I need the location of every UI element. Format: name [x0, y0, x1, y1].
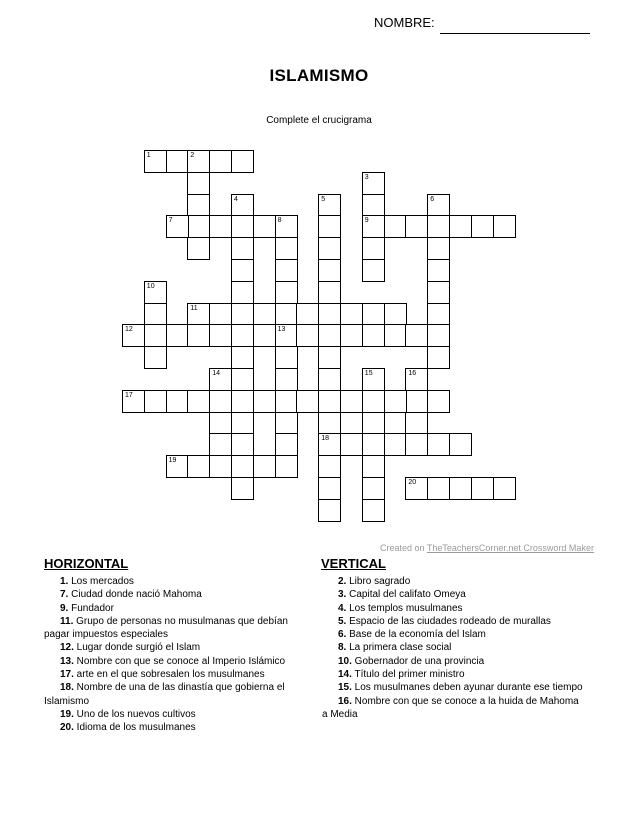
crossword-cell[interactable]	[405, 368, 428, 391]
clue-number-label: 18.	[60, 682, 74, 694]
clue-number: 14	[212, 370, 220, 377]
crossword-cell[interactable]	[362, 499, 385, 522]
down-clue	[338, 602, 603, 615]
clue-text: a Media	[322, 708, 358, 720]
clue-text: Espacio de las ciudades rodeado de murallas	[346, 615, 551, 627]
clue-text: Base de la economía del Islam	[346, 629, 486, 641]
clue-number-label: 9.	[60, 602, 69, 614]
down-clue	[338, 628, 603, 641]
crossword-cell[interactable]	[166, 455, 189, 478]
clue-number: 13	[277, 326, 286, 334]
crossword-cell[interactable]	[253, 455, 276, 478]
crossword-cell[interactable]	[318, 412, 341, 435]
crossword-cell[interactable]	[187, 455, 210, 478]
across-clue	[60, 681, 322, 694]
crossword-cell[interactable]	[187, 194, 210, 217]
crossword-cell[interactable]	[318, 259, 341, 282]
crossword-cell[interactable]	[209, 150, 232, 173]
clue-number: 11	[190, 304, 198, 312]
clue-number: 5	[321, 195, 326, 203]
crossword-cell[interactable]	[318, 346, 341, 369]
crossword-cell[interactable]	[144, 303, 167, 326]
crossword-cell[interactable]	[318, 281, 341, 304]
across-clue	[60, 668, 322, 681]
clue-number-label: 4.	[338, 602, 347, 614]
clue-number-label: 8.	[338, 642, 347, 654]
crossword-cell[interactable]	[493, 215, 516, 238]
crossword-cell[interactable]	[362, 368, 385, 391]
crossword-cell[interactable]	[405, 433, 428, 456]
crossword-cell[interactable]	[231, 368, 254, 391]
crossword-cell[interactable]	[427, 433, 450, 456]
clue-text: Islamismo	[44, 695, 90, 707]
crossword-cell[interactable]	[122, 324, 145, 347]
crossword-cell[interactable]	[275, 324, 298, 347]
crossword-cell[interactable]	[318, 303, 341, 326]
crossword-cell[interactable]	[318, 215, 341, 238]
crossword-cell[interactable]	[187, 150, 210, 173]
crossword-cell[interactable]	[231, 194, 254, 217]
clue-text: pagar impuestos especiales	[44, 629, 168, 641]
crossword-cell[interactable]	[340, 303, 363, 326]
across-clue	[44, 628, 322, 641]
crossword-cell[interactable]	[231, 281, 254, 304]
crossword-cell[interactable]	[231, 215, 254, 238]
crossword-cell[interactable]	[384, 433, 407, 456]
clue-number-label: 13.	[60, 655, 74, 667]
crossword-cell[interactable]	[253, 324, 276, 347]
crossword-cell[interactable]	[318, 433, 341, 456]
crossword-cell[interactable]	[187, 390, 210, 413]
clue-number-label: 1.	[60, 576, 69, 587]
clue-text: Lugar donde surgió el Islam	[73, 642, 201, 654]
clue-text: Nombre con que se conoce al Imperio Islámico	[73, 655, 286, 667]
clue-number-label: 2.	[338, 576, 347, 587]
crossword-cell[interactable]	[144, 324, 167, 347]
crossword-cell[interactable]	[187, 215, 210, 238]
crossword-cell[interactable]	[362, 172, 385, 195]
crossword-cell[interactable]	[231, 390, 254, 413]
crossword-cell[interactable]	[275, 412, 298, 435]
clue-number-label: 20.	[60, 722, 74, 734]
crossword-cell[interactable]	[209, 368, 232, 391]
clue-number-label: 6.	[338, 629, 347, 641]
crossword-cell[interactable]	[427, 346, 450, 369]
clue-number: 16	[408, 370, 417, 377]
crossword-cell[interactable]	[144, 390, 167, 413]
clue-text: Título del primer ministro	[351, 669, 465, 681]
crossword-cell[interactable]	[275, 281, 298, 304]
across-clue	[60, 721, 322, 734]
crossword-cell[interactable]	[427, 324, 450, 347]
clue-number: 4	[234, 195, 238, 203]
crossword-cell[interactable]	[296, 324, 319, 347]
clue-number: 9	[364, 217, 369, 225]
crossword-cell[interactable]	[275, 303, 298, 326]
crossword-cell[interactable]	[318, 368, 341, 391]
clue-number-label: 11.	[60, 615, 74, 627]
crossword-cell[interactable]	[362, 215, 385, 238]
clue-number: 1	[146, 152, 151, 159]
crossword-cell[interactable]	[231, 150, 254, 173]
crossword-cell[interactable]	[340, 324, 363, 347]
clue-text: Nombre de una de las dinastía que gobierna el	[73, 682, 285, 694]
crossword-cell[interactable]	[122, 390, 145, 413]
crossword-cell[interactable]	[362, 194, 385, 217]
crossword-cell[interactable]	[253, 215, 276, 238]
crossword-cell[interactable]	[187, 172, 210, 195]
clue-number: 10	[146, 282, 155, 290]
crossword-cell[interactable]	[187, 324, 210, 347]
crossword-cell[interactable]	[166, 324, 189, 347]
crossword-cell[interactable]	[209, 215, 232, 238]
down-clue	[338, 668, 603, 681]
crossword-cell[interactable]	[362, 390, 385, 413]
clue-number-label: 12.	[60, 642, 74, 654]
across-clue	[60, 641, 322, 654]
down-clue	[338, 641, 603, 654]
crossword-cell[interactable]	[231, 303, 254, 326]
crossword-cell[interactable]	[362, 237, 385, 260]
clue-text: Fundador	[68, 602, 114, 614]
clue-text: Libro sagrado	[346, 576, 411, 587]
crossword-cell[interactable]	[471, 215, 494, 238]
crossword-cell[interactable]	[209, 433, 232, 456]
clue-text: Los musulmanes deben ayunar durante ese tiempo	[351, 682, 583, 694]
page-subtitle: Complete el crucigrama	[266, 115, 372, 126]
crossword-cell[interactable]	[405, 215, 428, 238]
crossword-cell[interactable]	[427, 281, 450, 304]
clue-number: 8	[277, 217, 282, 225]
clue-number: 12	[125, 326, 133, 334]
credit-line	[380, 543, 594, 553]
clue-number: 2	[190, 152, 195, 159]
crossword-cell[interactable]	[493, 477, 516, 500]
down-clue	[338, 695, 603, 708]
crossword-cell[interactable]	[427, 237, 450, 260]
clue-number: 3	[364, 173, 369, 181]
clue-number: 18	[321, 435, 329, 443]
crossword-cell[interactable]	[427, 477, 450, 500]
crossword-cell[interactable]	[296, 303, 319, 326]
clue-text: arte en el que sobresalen los musulmanes	[73, 669, 265, 681]
crossword-cell[interactable]	[209, 324, 232, 347]
crossword-cell[interactable]	[318, 455, 341, 478]
credit-link[interactable]: TheTeachersCorner.net Crossword Maker	[426, 543, 594, 553]
across-clue	[60, 588, 322, 601]
crossword-cell[interactable]	[427, 259, 450, 282]
clue-number-label: 10.	[338, 655, 352, 667]
crossword-cell[interactable]	[318, 237, 341, 260]
crossword-cell[interactable]	[209, 455, 232, 478]
down-clue	[338, 615, 603, 628]
crossword-cell[interactable]	[362, 324, 385, 347]
clue-number: 17	[125, 391, 133, 399]
across-clue	[60, 602, 322, 615]
crossword-cell[interactable]	[362, 259, 385, 282]
crossword-cell[interactable]	[427, 194, 450, 217]
crossword-cell[interactable]	[296, 390, 319, 413]
clue-number: 6	[430, 195, 435, 203]
crossword-cell[interactable]	[318, 477, 341, 500]
clue-text: Capital del califato Omeya	[346, 589, 466, 601]
crossword-cell[interactable]	[384, 390, 407, 413]
crossword-cell[interactable]	[427, 215, 450, 238]
crossword-cell[interactable]	[275, 259, 298, 282]
crossword-cell[interactable]	[275, 390, 298, 413]
crossword-cell[interactable]	[231, 455, 254, 478]
clue-text: Gobernador de una provincia	[351, 655, 485, 667]
down-heading: VERTICAL	[321, 556, 386, 571]
crossword-cell[interactable]	[209, 412, 232, 435]
crossword-cell[interactable]	[166, 215, 189, 238]
across-clue	[60, 575, 322, 588]
clue-text: Los templos musulmanes	[346, 602, 463, 614]
crossword-cell[interactable]	[449, 477, 472, 500]
crossword-cell[interactable]	[166, 150, 189, 173]
crossword-cell[interactable]	[427, 390, 450, 413]
clue-text: Uno de los nuevos cultivos	[73, 708, 196, 720]
clue-number-label: 3.	[338, 589, 347, 601]
clue-text: Los mercados	[68, 576, 134, 587]
page-title: ISLAMISMO	[269, 66, 369, 85]
crossword-cell[interactable]	[449, 215, 472, 238]
crossword-cell[interactable]	[275, 346, 298, 369]
down-clue	[338, 655, 603, 668]
crossword-cell[interactable]	[318, 194, 341, 217]
clue-text: Ciudad donde nació Mahoma	[68, 589, 202, 601]
crossword-cell[interactable]	[166, 390, 189, 413]
name-label: NOMBRE:	[374, 15, 435, 30]
clue-number-label: 14.	[338, 669, 352, 681]
crossword-cell[interactable]	[405, 477, 428, 500]
down-clue	[322, 708, 603, 721]
crossword-cell[interactable]	[384, 303, 407, 326]
crossword-cell[interactable]	[231, 346, 254, 369]
crossword-cell[interactable]	[209, 390, 232, 413]
crossword-cell[interactable]	[253, 390, 276, 413]
crossword-cell[interactable]	[340, 390, 363, 413]
crossword-cell[interactable]	[231, 433, 254, 456]
crossword-cell[interactable]	[144, 150, 167, 173]
crossword-cell[interactable]	[231, 477, 254, 500]
across-clue	[44, 695, 322, 708]
crossword-cell[interactable]	[318, 324, 341, 347]
crossword-cell[interactable]	[427, 303, 450, 326]
crossword-cell[interactable]	[275, 433, 298, 456]
crossword-cell[interactable]	[231, 324, 254, 347]
clue-number-label: 17.	[60, 669, 74, 681]
crossword-cell[interactable]	[231, 237, 254, 260]
across-clue	[60, 615, 322, 628]
crossword-cell[interactable]	[253, 303, 276, 326]
crossword-cell[interactable]	[275, 455, 298, 478]
crossword-cell[interactable]	[362, 412, 385, 435]
clue-number: 7	[168, 217, 173, 225]
across-clue-list	[44, 575, 322, 735]
down-clue	[338, 681, 603, 694]
clue-number: 19	[168, 457, 177, 465]
crossword-cell[interactable]	[275, 237, 298, 260]
crossword-cell[interactable]	[144, 346, 167, 369]
clue-number-label: 7.	[60, 589, 69, 601]
crossword-cell[interactable]	[318, 499, 341, 522]
crossword-cell[interactable]	[144, 281, 167, 304]
across-clue	[60, 655, 322, 668]
crossword-cell[interactable]	[318, 390, 341, 413]
clue-number-label: 16.	[338, 695, 352, 707]
clue-text: La primera clase social	[346, 642, 452, 654]
down-clue	[338, 588, 603, 601]
crossword-cell[interactable]	[340, 433, 363, 456]
crossword-cell[interactable]	[187, 303, 210, 326]
crossword-cell[interactable]	[405, 324, 428, 347]
crossword-cell[interactable]	[275, 368, 298, 391]
clue-text: Idioma de los musulmanes	[73, 722, 196, 734]
crossword-cell[interactable]	[362, 433, 385, 456]
crossword-cell[interactable]	[362, 303, 385, 326]
crossword-cell[interactable]	[471, 477, 494, 500]
crossword-cell[interactable]	[187, 237, 210, 260]
crossword-cell[interactable]	[209, 303, 232, 326]
crossword-cell[interactable]	[384, 324, 407, 347]
clue-number-label: 19.	[60, 708, 74, 720]
down-clue-list	[322, 575, 603, 721]
crossword-cell[interactable]	[231, 412, 254, 435]
down-clue	[338, 575, 603, 588]
clue-number-label: 15.	[338, 682, 352, 694]
clue-number: 15	[364, 370, 373, 377]
crossword-cell[interactable]	[362, 455, 385, 478]
crossword-cell[interactable]	[405, 390, 428, 413]
crossword-cell[interactable]	[405, 412, 428, 435]
crossword-cell[interactable]	[362, 477, 385, 500]
across-heading: HORIZONTAL	[44, 556, 129, 571]
clue-text: Grupo de personas no musulmanas que debían	[73, 615, 288, 627]
crossword-cell[interactable]	[384, 215, 407, 238]
crossword-cell[interactable]	[449, 433, 472, 456]
clue-number-label: 5.	[338, 615, 347, 627]
clue-text: Nombre con que se conoce a la huida de Mahoma	[351, 695, 579, 707]
crossword-cell[interactable]	[231, 259, 254, 282]
across-clue	[60, 708, 322, 721]
credit-prefix: Created on	[380, 543, 427, 553]
crossword-cell[interactable]	[275, 215, 298, 238]
clue-number: 20	[408, 479, 417, 486]
